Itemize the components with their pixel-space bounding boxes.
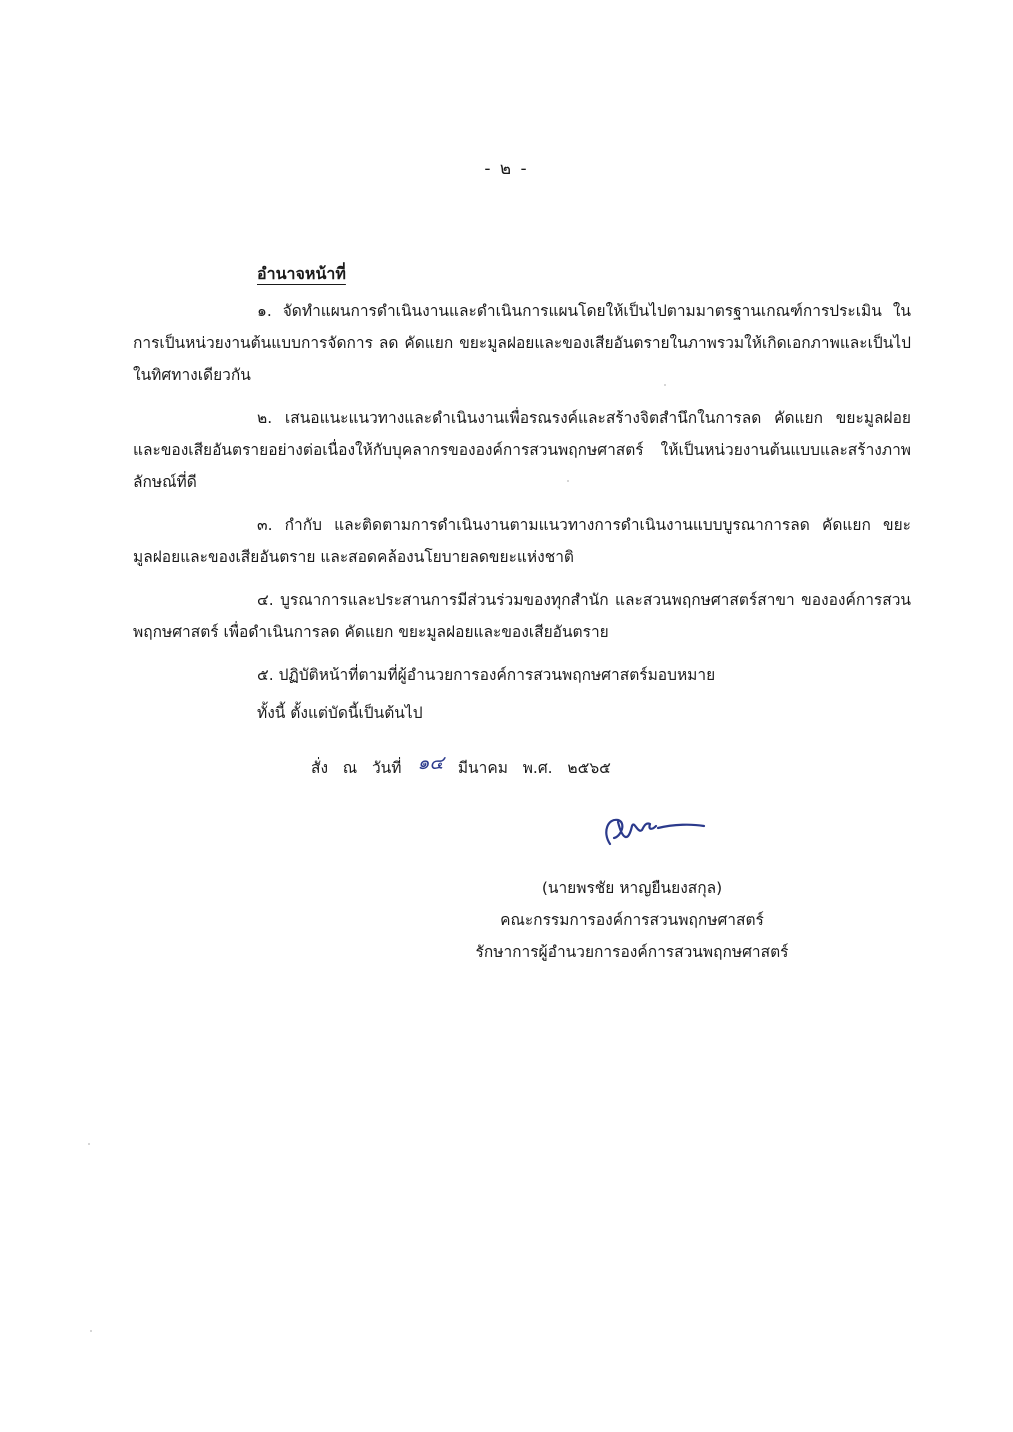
closing-statement: ทั้งนี้ ตั้งแต่บัดนี้เป็นต้นไป [257, 704, 423, 722]
handwritten-signature [596, 808, 708, 854]
scan-speck [567, 480, 569, 482]
section-heading: อำนาจหน้าที่ [257, 264, 346, 283]
date-suffix: มีนาคม พ.ศ. ๒๕๖๕ [457, 759, 611, 777]
duty-item-4: ๔. บูรณาการและประสานการมีส่วนร่วมของทุกสำนัก และสวนพฤกษศาสตร์สาขา ขององค์การสวนพฤกษศาสตร์ เพื่อดำเนินการลด คัดแยก ขยะมูลฝอยและของเสียอันตราย [133, 591, 911, 641]
page-number: - ๒ - [484, 159, 529, 179]
duty-item-2: ๒. เสนอแนะแนวทางและดำเนินงานเพื่อรณรงค์และสร้างจิตสำนึกในการลด คัดแยก ขยะมูลฝอยและของเสียอันตรายอย่างต่อเนื่องให้กับบุคลากรขององค์การสวนพฤกษศาสตร์ ให้เป็นหน่วยงานต้นแบบและสร้างภาพลักษณ์ที่ดี [133, 409, 911, 491]
signer-position-1: คณะกรรมการองค์การสวนพฤกษศาสตร์ [500, 911, 764, 929]
order-date [311, 752, 611, 782]
signer-block [450, 872, 814, 968]
date-day-handwritten: ๑๔ [417, 752, 444, 774]
duty-item-1: ๑. จัดทำแผนการดำเนินงานและดำเนินการแผนโดยให้เป็นไปตามมาตรฐานเกณฑ์การประเมิน ในการเป็นหน่วยงานต้นแบบการจัดการ ลด คัดแยก ขยะมูลฝอยและของเสียอันตรายในภาพรวมให้เกิดเอกภาพและเป็นไปในทิศทางเดียวกัน [133, 302, 911, 384]
signer-position-2: รักษาการผู้อำนวยการองค์การสวนพฤกษศาสตร์ [475, 943, 789, 961]
duties-list [133, 295, 911, 702]
duty-item-5: ๕. ปฏิบัติหน้าที่ตามที่ผู้อำนวยการองค์การสวนพฤกษศาสตร์มอบหมาย [257, 666, 716, 684]
scan-speck [664, 384, 666, 386]
scan-speck [88, 1143, 90, 1145]
duty-item-3: ๓. กำกับ และติดตามการดำเนินงานตามแนวทางการดำเนินงานแบบบูรณาการลด คัดแยก ขยะมูลฝอยและของเสียอันตราย และสอดคล้องนโยบายลดขยะแห่งชาติ [133, 516, 911, 566]
scan-speck [90, 1330, 92, 1332]
date-prefix: สั่ง ณ วันที่ [311, 759, 402, 777]
signer-name: (นายพรชัย หาญยืนยงสกุล) [541, 879, 723, 897]
